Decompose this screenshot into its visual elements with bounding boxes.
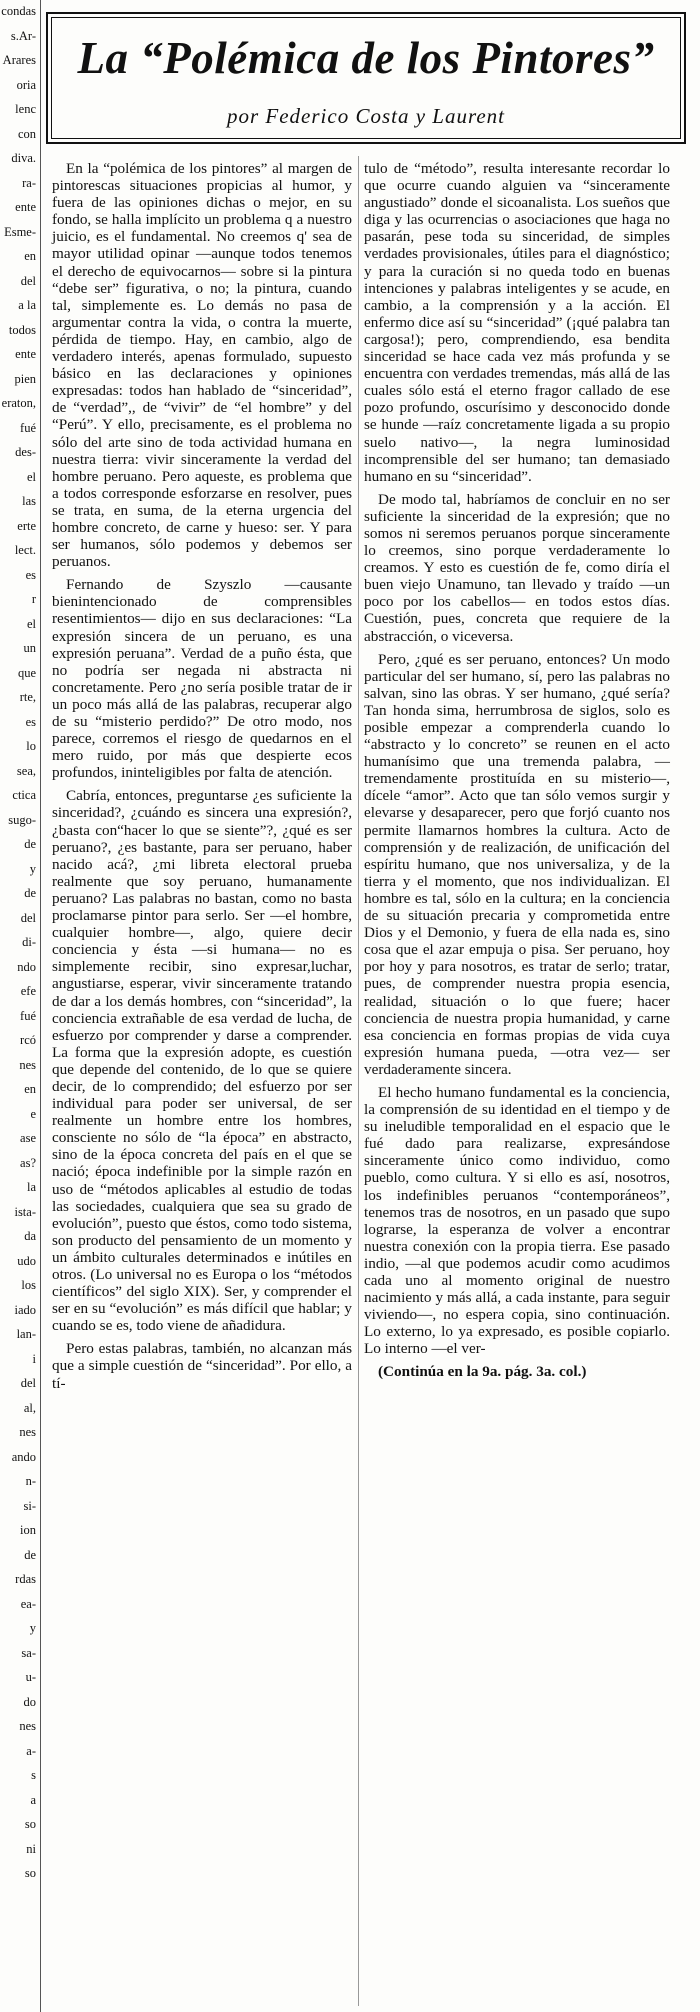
fragment-line: des- [15,445,36,459]
fragment-line: es [25,567,36,582]
fragment-line: eraton, [1,396,36,410]
fragment-line: nes [19,1719,36,1733]
fragment-line: ndo [17,959,36,974]
fragment-line: fué [20,420,36,435]
paragraph: Pero, ¿qué es ser peruano, entonces? Un modo particular del ser humano, sí, pero las palabras no salvan, sino las obras. Y ser humano, ¿qué sería? Tan honda sima, herrumbrosa de siglos, solo es posible empezar a comprenderla cuando lo “abstracto y lo concreto” se reunen en el acto humanísimo que una tremenda palabra, —tremendamente prostituída en su misterio—, dícele “amor”. Acto que tan sólo vemos surgir y elevarse y desaparecer, pero que forjó cuanto nos permite llamarnos hombres la cultura. Acto de comprensión y de realización, de unificación del espíritu humano, que nos universaliza, y de la tierra y el momento, que nos individualizan. El hombre es tal, sólo en la cultura; en la conciencia de su situación precaria y comprometida entre Dios y el Demonio, y fuera de ella nada es, sino cosa que el azar empuja o pisa. Ser peruano, hoy por hoy y para nosotros, es tratar de serlo; tratar, pues, de comprender nuestra propia esencia, realidad, situación o lo que fuere; hacer conciencia de nuestra propia humanidad, y carne esa conciencia en formas propias de vida cuya expresión humana pueda, —otra vez— ser verdaderamente sincera. [364,650,670,1078]
continuation-note: (Continúa en la 9a. pág. 3a. col.) [378,1363,587,1381]
fragment-line: Esme- [4,224,36,239]
fragment-line: lan- [16,1327,36,1341]
article-title: La “Polémica de los Pintores” [77,33,655,83]
fragment-line: s.Ar- [10,28,36,43]
fragment-line: en [24,249,36,263]
fragment-line: rcó [20,1033,36,1047]
fragment-line: el [26,469,36,484]
column-rule [40,0,41,2012]
fragment-line: con [17,126,36,141]
fragment-line: rdas [15,1572,36,1586]
fragment-line: que [17,665,36,680]
paragraph: Fernando de Szyszlo —causante bienintencionado de comprensibles resentimientos— dijo en sus declaraciones: “La expresión sincera de un peruano, es una expresión peruana”. Verdad de a puño ésta, que no podría ser negada ni abstracta ni concretamente. Pero ¿no sería posible tratar de ir un poco más allá de las palabras, recuperar algo de su “misterio perdido?” De otro modo, nos parece, corremos el riesgo de quedarnos en el mero ruido, por más que despierte ecos profundos, ininteligibles por falta de atención. [52,576,352,782]
fragment-line: n- [25,1474,36,1488]
fragment-line: del [20,273,36,288]
fragment-line: y [29,861,36,876]
fragment-line: en [24,1082,36,1096]
fragment-line: a- [26,1743,36,1758]
fragment-line: ista- [14,1204,36,1219]
fragment-line: ni [26,1841,36,1856]
paragraph: Pero estas palabras, también, no alcanzan más que a simple cuestión de “sinceridad”. Por ello, a tí- [52,1340,352,1392]
fragment-line: de [24,886,36,900]
fragment-line: so [24,1817,36,1831]
fragment-line: iado [14,1302,36,1317]
article-column-1 [52,160,352,1398]
fragment-line: sa- [21,1645,36,1660]
fragment-line: r [31,592,36,606]
paragraph: Cabría, entonces, preguntarse ¿es suficiente la sinceridad?, ¿cuándo es sincera una expresión?, ¿basta con“hacer lo que se siente”?, ¿qué es ser peruano?, ¿es bastante, para ser peruano, haber nacido acá?, ¿mi libreta electoral prueba realmente que soy peruano, humanamente peruano? Las palabras no bastan, como no basta proclamarse pintor para serlo. Ser —el hombre, cualquier hombre—, algo, quiere decir conciencia y ésta —si humana— no es simplemente recibir, sino expresar,luchar, angustiarse, esperar, vivir sinceramente tratando de dar a los demás hombres, con “sinceridad”, la conciencia extrañable de esa verdad de lucha, de esfuerzo por comprender y darse a comprender. La forma que la expresión adopte, es cuestión que depende del contenido, de lo que se quiere decir, de lo comprendido; del esfuerzo por ser individual para poder ser universal, de ser realmente un hombre entre los hombres, consciente no sólo de “la época” en abstracto, sino de la época concreta del país en el que se nació; época indefinible por la simple razón en uso de “métodos aplicables al estudio de todas las sociedades, cualquiera que sea su grado de evolución”, puesto que éstos, como todo sistema, son producto del pensamiento de un momento y un ámbito culturales determinados e inútiles en otros. (Lo universal no es Europa o los “métodos científicos” del siglo XIX). Ser, y comprender el ser en su “evolución” es más difícil que hablar; y cuando se es, todo viene de añadidura. [52,787,352,1335]
fragment-line: so [24,1866,36,1880]
fragment-line: fué [20,1008,36,1023]
fragment-line: lenc [15,102,36,116]
fragment-line: si- [23,1498,36,1513]
fragment-line: lo [26,739,36,753]
article-byline: por Federico Costa y Laurent [226,104,506,128]
fragment-line: las [22,494,36,508]
fragment-line: rte, [19,690,36,704]
fragment-line: condas [1,4,36,18]
fragment-line: udo [17,1253,36,1268]
fragment-line: ea- [20,1596,36,1611]
fragment-line: a la [18,298,36,312]
fragment-line: y [29,1621,36,1635]
fragment-line: ente [15,200,36,214]
fragment-line: sugo- [8,812,36,827]
fragment-line: do [23,1694,36,1709]
fragment-line: oria [16,77,36,92]
fragment-line: e [30,1106,36,1121]
fragment-line: los [21,1278,36,1292]
fragment-line: ente [15,347,36,361]
fragment-line: sea, [16,763,36,778]
fragment-line: di- [22,935,36,949]
fragment-line: da [24,1229,36,1243]
fragment-line: el [26,616,36,631]
paragraph: En la “polémica de los pintores” al margen de pintorescas situaciones propicias al humor, y fuera de las opiniones dichas o mejor, en su fondo, se halla implícito un problema q a nuestro juicio, es el fundamental. No creemos q' sea de mayor utilidad opinar —aunque todos tenemos el derecho de equivocarnos— sobre si la pintura “debe ser” figurativa, o no; la pintura, cuando tal, simplemente es. Lo demás no pasa de argumentar contra la vida, o contra la muerte, pérdida de tiempo. Hay, en cambio, algo de verdadero interés, apenas formulado, supuesto básico en las declaraciones y opiniones expresadas: todos han hablado de “sinceridad”, de “verdad”,, de “vivir” de “el hombre” y del “Perú”. Y ello, precisamente, es el problema no sólo del arte sino de toda actividad humana en nuestra tierra: vivir sinceramente la verdad del hombre peruano. Pero aqueste, es problema que a todos corresponde esforzarse en resolver, pues se trata, en suma, de la eterna urgencia del hombre concreto, de carne y hueso: ser. Y para ser humanos, sólo podemos y debemos ser peruanos. [52,160,352,571]
fragment-line: del [20,1376,36,1390]
fragment-line: diva. [11,151,36,165]
fragment-line: de [24,1547,36,1562]
fragment-line: a [30,1792,36,1807]
fragment-line: ase [20,1131,36,1145]
fragment-line: efe [20,984,36,998]
fragment-line: pien [14,371,36,386]
fragment-line: i [32,1351,36,1366]
fragment-line: u- [25,1670,36,1684]
fragment-line: de [24,837,36,851]
fragment-line: la [26,1180,36,1194]
fragment-line: lect. [14,543,36,557]
fragment-line: s [31,1768,36,1782]
paragraph: De modo tal, habríamos de concluir en no ser suficiente la sinceridad de la expresión; que no somos ni seremos peruanos porque sinceramente lo creemos, sino porque verdaderamente lo creamos. Y esto es cuestión de fe, como diría el buen viejo Unamuno, tan llevado y traído —un poco por los cabellos— en todos estos días. Cuestión, pues, concreta que requiere de la abstracción, o viceversa. [364,490,670,645]
article-column-2 [364,160,670,1387]
paragraph: El hecho humano fundamental es la conciencia, la comprensión de su identidad en el tiempo y de su ineludible temporalidad en el espacio que le fué dado para realizarse, expresándose sinceramente único como individuo, como pueblo, como cultura. Y si ello es así, nosotros, los indefinibles peruanos “contemporáneos”, tenemos tras de nosotros, en un pasado que supo lograrse, la esperanza de volver a encontrar nuestra conexión con la propia tierra. Ese pasado indio, —al que podemos acudir como acudimos cada uno al momento original de nuestro nacimiento y más allá, a cada instante, para seguir viviendo—, no espera copia, sino continuación. Lo externo, lo ya expresado, es posible copiarlo. Lo interno —el ver- [364,1083,670,1358]
fragment-line: ctica [12,788,36,802]
fragment-line: as? [20,1155,36,1170]
fragment-line: nes [19,1425,36,1439]
fragment-line: Arares [2,53,36,67]
fragment-line: es [25,714,36,729]
paragraph: tulo de “método”, resulta interesante recordar lo que ocurre cuando alguien va “sinceramente angustiado” donde el sicoanalista. Los sueños que diga y las ocurrencias o asociaciones que haga no pasarán, pese toda su sinceridad, de simples verdades provisionales, útiles para el diagnóstico; y para la curación si no queda todo en buenas intenciones y palabras inteligentes y se acude, en cambio, a la comprensión y a la acción. El enfermo dice así su “sinceridad” (¡qué palabra tan cargosa!); pero, comprendiendo, esa bendita sinceridad se hace cada vez más profunda y se encuentra con verdades tremendas, más allá de las cuales sólo está el eterno fragor callado de ese pozo profundo, oscurísimo y desconocido donde se hunde —raíz concretamente ligada a su propio suelo nativo—, la negra luminosidad incomprensible del ser humano; tan demasiado humano en su “sinceridad”. [364,160,670,485]
fragment-line: un [23,641,36,655]
fragment-line: todos [8,322,36,337]
adjacent-column-fragment [0,0,38,2012]
column-rule [358,156,359,2006]
fragment-line: ra- [22,175,36,190]
fragment-line: del [20,910,36,925]
fragment-line: nes [19,1057,36,1072]
fragment-line: erte [17,518,36,533]
headline-box [46,12,686,144]
fragment-line: ando [11,1449,36,1464]
fragment-line: al, [23,1400,36,1415]
fragment-line: ion [20,1523,36,1537]
